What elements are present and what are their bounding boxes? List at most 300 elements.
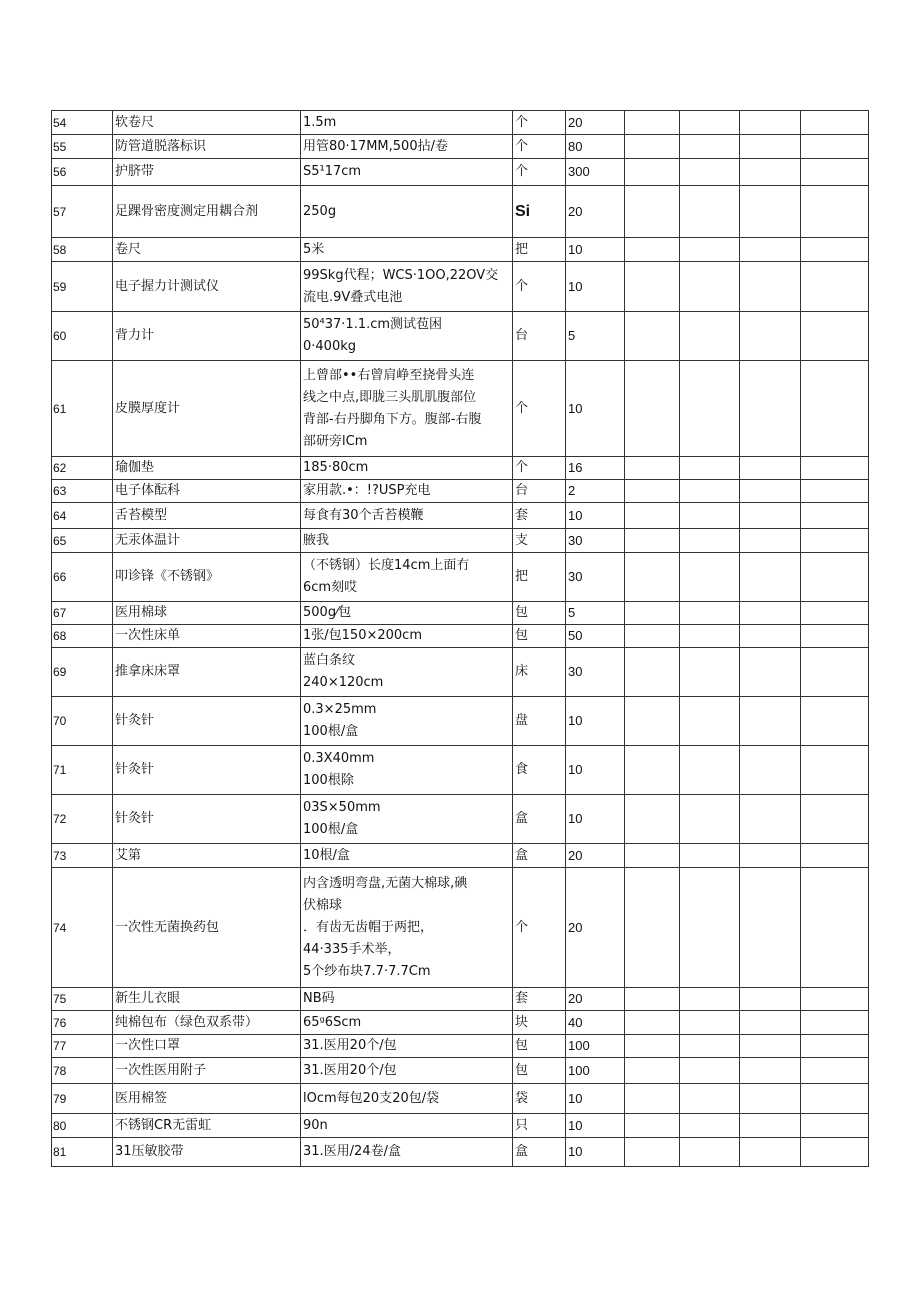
table-row: [52, 553, 869, 602]
empty-cell: [680, 111, 740, 135]
empty-cell: [680, 1084, 740, 1114]
item-name: 瑜伽垫: [113, 457, 301, 480]
item-quantity: 20: [566, 844, 625, 868]
item-spec: [301, 602, 513, 625]
item-quantity: 10: [566, 1084, 625, 1114]
item-spec: [301, 1114, 513, 1138]
item-spec-line: 每食有30个舌苔模鞭: [303, 507, 424, 523]
empty-cell: [625, 457, 680, 480]
item-number: 68: [52, 625, 113, 648]
empty-cell: [740, 868, 801, 988]
item-name: 电子体酝科: [113, 480, 301, 503]
item-spec-line: 100根除: [303, 773, 354, 788]
empty-cell: [680, 697, 740, 746]
table-row: [52, 746, 869, 795]
item-number: 55: [52, 135, 113, 159]
item-unit: Si: [513, 186, 566, 238]
item-spec: [301, 697, 513, 746]
table-row: [52, 159, 869, 186]
item-spec-line: 50⁴37·1.1.cm测试苞困: [303, 317, 443, 332]
item-unit: 个: [513, 135, 566, 159]
item-quantity: 10: [566, 1114, 625, 1138]
item-number: 64: [52, 503, 113, 529]
item-spec: [301, 159, 513, 186]
item-quantity: 10: [566, 262, 625, 312]
item-unit: 盒: [513, 844, 566, 868]
item-spec: [301, 111, 513, 135]
empty-cell: [680, 844, 740, 868]
empty-cell: [680, 135, 740, 159]
item-unit: 袋: [513, 1084, 566, 1114]
item-name: 一次性口罩: [113, 1035, 301, 1058]
empty-cell: [625, 159, 680, 186]
table-row: [52, 625, 869, 648]
empty-cell: [680, 312, 740, 361]
empty-cell: [625, 602, 680, 625]
empty-cell: [801, 1011, 869, 1035]
empty-cell: [680, 361, 740, 457]
empty-cell: [625, 1114, 680, 1138]
table-row: [52, 1035, 869, 1058]
empty-cell: [740, 457, 801, 480]
item-unit: 个: [513, 361, 566, 457]
item-spec: [301, 361, 513, 457]
table-row: [52, 529, 869, 553]
empty-cell: [740, 529, 801, 553]
item-spec-line: 内含透明弯盘,无菌大棉球,碘: [303, 875, 468, 891]
empty-cell: [801, 111, 869, 135]
empty-cell: [625, 648, 680, 697]
item-unit: 包: [513, 1035, 566, 1058]
empty-cell: [680, 868, 740, 988]
item-name: 电子握力计测试仪: [113, 262, 301, 312]
table-row: [52, 135, 869, 159]
empty-cell: [680, 480, 740, 503]
empty-cell: [801, 480, 869, 503]
item-unit: 包: [513, 1058, 566, 1084]
item-quantity: 20: [566, 868, 625, 988]
item-name: 防管道脱落标识: [113, 135, 301, 159]
item-quantity: 20: [566, 186, 625, 238]
item-quantity: 30: [566, 553, 625, 602]
item-spec-line: 65ᵍ6Scm: [303, 1014, 362, 1030]
item-number: 73: [52, 844, 113, 868]
item-name: 针灸针: [113, 746, 301, 795]
empty-cell: [625, 1058, 680, 1084]
item-unit: 个: [513, 262, 566, 312]
item-unit: 台: [513, 312, 566, 361]
item-quantity: 30: [566, 529, 625, 553]
item-name: 针灸针: [113, 697, 301, 746]
empty-cell: [625, 503, 680, 529]
item-quantity: 10: [566, 1138, 625, 1167]
empty-cell: [801, 648, 869, 697]
item-name: 软卷尺: [113, 111, 301, 135]
item-spec: [301, 529, 513, 553]
item-spec-line: 上曾部••右曾肩峥至挠骨头连: [303, 367, 475, 383]
empty-cell: [740, 795, 801, 844]
table-row: [52, 238, 869, 262]
empty-cell: [625, 238, 680, 262]
table-row: [52, 648, 869, 697]
item-spec: [301, 795, 513, 844]
table-row: [52, 988, 869, 1011]
item-unit: 把: [513, 238, 566, 262]
item-name: 31压敏胶带: [113, 1138, 301, 1167]
empty-cell: [625, 480, 680, 503]
empty-cell: [801, 529, 869, 553]
empty-cell: [680, 529, 740, 553]
item-spec-line: 100根/盒: [303, 822, 359, 837]
item-name: 不锈钢CR无雷虹: [113, 1114, 301, 1138]
item-spec: [301, 480, 513, 503]
table-row: [52, 1084, 869, 1114]
item-spec: [301, 625, 513, 648]
item-name: 推拿床床罩: [113, 648, 301, 697]
item-spec-line: 185·80cm: [303, 460, 369, 475]
item-name: 新生儿衣眼: [113, 988, 301, 1011]
item-number: 66: [52, 553, 113, 602]
item-unit: 盘: [513, 697, 566, 746]
item-quantity: 2: [566, 480, 625, 503]
item-quantity: 10: [566, 795, 625, 844]
table-row: [52, 480, 869, 503]
empty-cell: [680, 262, 740, 312]
item-quantity: 40: [566, 1011, 625, 1035]
item-unit: 块: [513, 1011, 566, 1035]
item-name: 一次性床单: [113, 625, 301, 648]
empty-cell: [625, 111, 680, 135]
empty-cell: [740, 602, 801, 625]
item-number: 72: [52, 795, 113, 844]
empty-cell: [740, 135, 801, 159]
table-row: [52, 868, 869, 988]
empty-cell: [680, 625, 740, 648]
empty-cell: [740, 1114, 801, 1138]
item-number: 56: [52, 159, 113, 186]
item-number: 59: [52, 262, 113, 312]
item-number: 63: [52, 480, 113, 503]
item-quantity: 16: [566, 457, 625, 480]
empty-cell: [740, 553, 801, 602]
empty-cell: [801, 159, 869, 186]
table-row: [52, 262, 869, 312]
empty-cell: [680, 1011, 740, 1035]
item-quantity: 10: [566, 746, 625, 795]
item-name: 针灸针: [113, 795, 301, 844]
empty-cell: [625, 1035, 680, 1058]
item-spec-line: S5¹17cm: [303, 164, 362, 179]
empty-cell: [680, 1058, 740, 1084]
empty-cell: [801, 135, 869, 159]
item-spec-line: 6cm刻哎: [303, 580, 358, 595]
empty-cell: [625, 361, 680, 457]
table-row: [52, 457, 869, 480]
table-row: [52, 361, 869, 457]
item-spec: [301, 988, 513, 1011]
item-name: 护脐带: [113, 159, 301, 186]
item-quantity: 10: [566, 238, 625, 262]
item-name: 无汞体温计: [113, 529, 301, 553]
empty-cell: [740, 648, 801, 697]
item-spec-line: 44·335手术举，: [303, 941, 401, 957]
item-unit: 床: [513, 648, 566, 697]
table-row: [52, 1138, 869, 1167]
item-number: 61: [52, 361, 113, 457]
item-quantity: 10: [566, 697, 625, 746]
item-name: 叩诊锋《不锈钢》: [113, 553, 301, 602]
table-row: [52, 111, 869, 135]
empty-cell: [625, 135, 680, 159]
item-spec-line: 1张/包150×200cm: [303, 628, 422, 643]
item-spec-line: 0.3X40mm: [303, 751, 375, 766]
item-quantity: 300: [566, 159, 625, 186]
item-number: 54: [52, 111, 113, 135]
item-spec-line: 100根/盒: [303, 724, 359, 739]
item-unit: 支: [513, 529, 566, 553]
empty-cell: [801, 553, 869, 602]
item-name: 皮膜厚度计: [113, 361, 301, 457]
item-spec-line: （不锈钢）长度14cm上面冇: [303, 558, 470, 573]
empty-cell: [680, 648, 740, 697]
item-spec-line: 伏棉球: [303, 897, 343, 913]
empty-cell: [801, 312, 869, 361]
empty-cell: [801, 503, 869, 529]
empty-cell: [801, 1138, 869, 1167]
empty-cell: [625, 844, 680, 868]
empty-cell: [625, 746, 680, 795]
empty-cell: [801, 795, 869, 844]
item-spec: [301, 186, 513, 238]
item-spec: [301, 1035, 513, 1058]
item-quantity: 100: [566, 1058, 625, 1084]
table-row: [52, 795, 869, 844]
empty-cell: [740, 988, 801, 1011]
item-name: 医用棉球: [113, 602, 301, 625]
item-spec-line: 240×120cm: [303, 675, 384, 690]
item-spec-line: 部研旁lCm: [303, 433, 368, 449]
empty-cell: [625, 312, 680, 361]
empty-cell: [740, 746, 801, 795]
item-unit: 个: [513, 111, 566, 135]
item-spec-line: lOcm每包20支20包/袋: [303, 1090, 440, 1106]
item-quantity: 50: [566, 625, 625, 648]
item-unit: 只: [513, 1114, 566, 1138]
empty-cell: [625, 697, 680, 746]
item-unit: 套: [513, 988, 566, 1011]
empty-cell: [801, 1058, 869, 1084]
empty-cell: [680, 1035, 740, 1058]
empty-cell: [740, 844, 801, 868]
empty-cell: [625, 868, 680, 988]
item-name: 艾第: [113, 844, 301, 868]
empty-cell: [740, 1138, 801, 1167]
empty-cell: [740, 1011, 801, 1035]
item-spec-line: 31.医用/24卷/盒: [303, 1144, 401, 1159]
supply-table: [51, 110, 869, 1167]
item-spec-line: 腋我: [303, 532, 330, 548]
item-spec: [301, 1058, 513, 1084]
item-unit: 把: [513, 553, 566, 602]
item-quantity: 10: [566, 503, 625, 529]
empty-cell: [740, 625, 801, 648]
item-unit: 包: [513, 625, 566, 648]
item-spec-line: 用管80·17MM,500拈/卷: [303, 138, 448, 154]
empty-cell: [740, 1035, 801, 1058]
item-spec-line: 90n: [303, 1117, 328, 1133]
item-unit: 个: [513, 868, 566, 988]
empty-cell: [801, 361, 869, 457]
item-spec: [301, 262, 513, 312]
empty-cell: [740, 111, 801, 135]
item-number: 60: [52, 312, 113, 361]
empty-cell: [625, 1011, 680, 1035]
empty-cell: [801, 625, 869, 648]
table-row: [52, 312, 869, 361]
item-unit: 盒: [513, 795, 566, 844]
item-number: 79: [52, 1084, 113, 1114]
empty-cell: [801, 1035, 869, 1058]
empty-cell: [625, 1138, 680, 1167]
item-quantity: 5: [566, 312, 625, 361]
empty-cell: [625, 553, 680, 602]
item-spec-line: 250g: [303, 203, 337, 219]
table-row: [52, 503, 869, 529]
item-number: 57: [52, 186, 113, 238]
item-number: 74: [52, 868, 113, 988]
item-spec: [301, 238, 513, 262]
item-spec-line: 03S×50mm: [303, 800, 381, 815]
empty-cell: [680, 988, 740, 1011]
empty-cell: [680, 795, 740, 844]
item-spec-line: NB码: [303, 991, 335, 1006]
item-quantity: 10: [566, 361, 625, 457]
empty-cell: [801, 238, 869, 262]
table-row: [52, 1114, 869, 1138]
empty-cell: [801, 697, 869, 746]
empty-cell: [801, 746, 869, 795]
item-spec: [301, 1138, 513, 1167]
item-spec-line: 500g⁄包: [303, 605, 352, 620]
empty-cell: [740, 1058, 801, 1084]
item-number: 80: [52, 1114, 113, 1138]
item-name: 纯棉包布（绿色双系带）: [113, 1011, 301, 1035]
item-name: 一次性无菌换药包: [113, 868, 301, 988]
item-unit: 套: [513, 503, 566, 529]
item-name: 一次性医用附子: [113, 1058, 301, 1084]
empty-cell: [740, 1084, 801, 1114]
item-spec: [301, 1084, 513, 1114]
empty-cell: [801, 988, 869, 1011]
empty-cell: [625, 988, 680, 1011]
item-spec: [301, 648, 513, 697]
empty-cell: [740, 262, 801, 312]
item-spec: [301, 844, 513, 868]
item-name: 足踝骨密度测定用耦合剂: [113, 186, 301, 238]
item-number: 70: [52, 697, 113, 746]
item-unit: 食: [513, 746, 566, 795]
item-spec-line: 线之中点,即胧三头肌肌腹部位: [303, 389, 477, 405]
empty-cell: [680, 457, 740, 480]
item-unit: 包: [513, 602, 566, 625]
empty-cell: [740, 503, 801, 529]
empty-cell: [680, 159, 740, 186]
empty-cell: [740, 697, 801, 746]
empty-cell: [680, 602, 740, 625]
item-spec-line: 流电.9V叠式电池: [303, 289, 403, 305]
item-quantity: 80: [566, 135, 625, 159]
empty-cell: [625, 186, 680, 238]
item-spec-line: ．有齿无齿帽于两把，: [303, 919, 434, 935]
empty-cell: [801, 1084, 869, 1114]
item-spec: [301, 135, 513, 159]
empty-cell: [680, 503, 740, 529]
item-number: 81: [52, 1138, 113, 1167]
empty-cell: [801, 262, 869, 312]
item-spec: [301, 553, 513, 602]
item-name: 舌苔模型: [113, 503, 301, 529]
item-number: 67: [52, 602, 113, 625]
item-spec: [301, 503, 513, 529]
empty-cell: [680, 186, 740, 238]
empty-cell: [680, 1138, 740, 1167]
item-spec-line: 99Skg代程；WCS·1OO,22OV交: [303, 267, 499, 283]
item-spec-line: 0·400kg: [303, 339, 356, 354]
table-row: [52, 1011, 869, 1035]
item-number: 76: [52, 1011, 113, 1035]
item-unit: 盒: [513, 1138, 566, 1167]
item-quantity: 5: [566, 602, 625, 625]
empty-cell: [801, 457, 869, 480]
item-spec-line: 31.医用20个/包: [303, 1038, 397, 1053]
item-number: 77: [52, 1035, 113, 1058]
item-number: 78: [52, 1058, 113, 1084]
item-name: 医用棉签: [113, 1084, 301, 1114]
item-name: 卷尺: [113, 238, 301, 262]
item-quantity: 20: [566, 988, 625, 1011]
item-spec: [301, 746, 513, 795]
item-number: 62: [52, 457, 113, 480]
item-quantity: 100: [566, 1035, 625, 1058]
item-number: 58: [52, 238, 113, 262]
empty-cell: [801, 1114, 869, 1138]
item-spec-line: 31.医用20个/包: [303, 1062, 397, 1078]
item-unit: 台: [513, 480, 566, 503]
empty-cell: [680, 238, 740, 262]
item-spec: [301, 868, 513, 988]
item-name: 背力计: [113, 312, 301, 361]
item-spec-line: 家用款.•：!?USP充电: [303, 483, 431, 498]
empty-cell: [740, 480, 801, 503]
empty-cell: [801, 602, 869, 625]
empty-cell: [740, 186, 801, 238]
item-spec-line: 1.5m: [303, 114, 337, 130]
empty-cell: [680, 746, 740, 795]
item-spec: [301, 1011, 513, 1035]
table-row: [52, 697, 869, 746]
item-spec-line: 背部-右丹脚角下方。腹部-右腹: [303, 411, 482, 427]
empty-cell: [625, 625, 680, 648]
empty-cell: [740, 361, 801, 457]
item-unit: 个: [513, 159, 566, 186]
empty-cell: [625, 529, 680, 553]
table-row: [52, 602, 869, 625]
item-quantity: 20: [566, 111, 625, 135]
item-spec: [301, 457, 513, 480]
item-spec-line: 5个纱布块7.7·7.7Cm: [303, 963, 431, 979]
empty-cell: [801, 868, 869, 988]
item-number: 71: [52, 746, 113, 795]
